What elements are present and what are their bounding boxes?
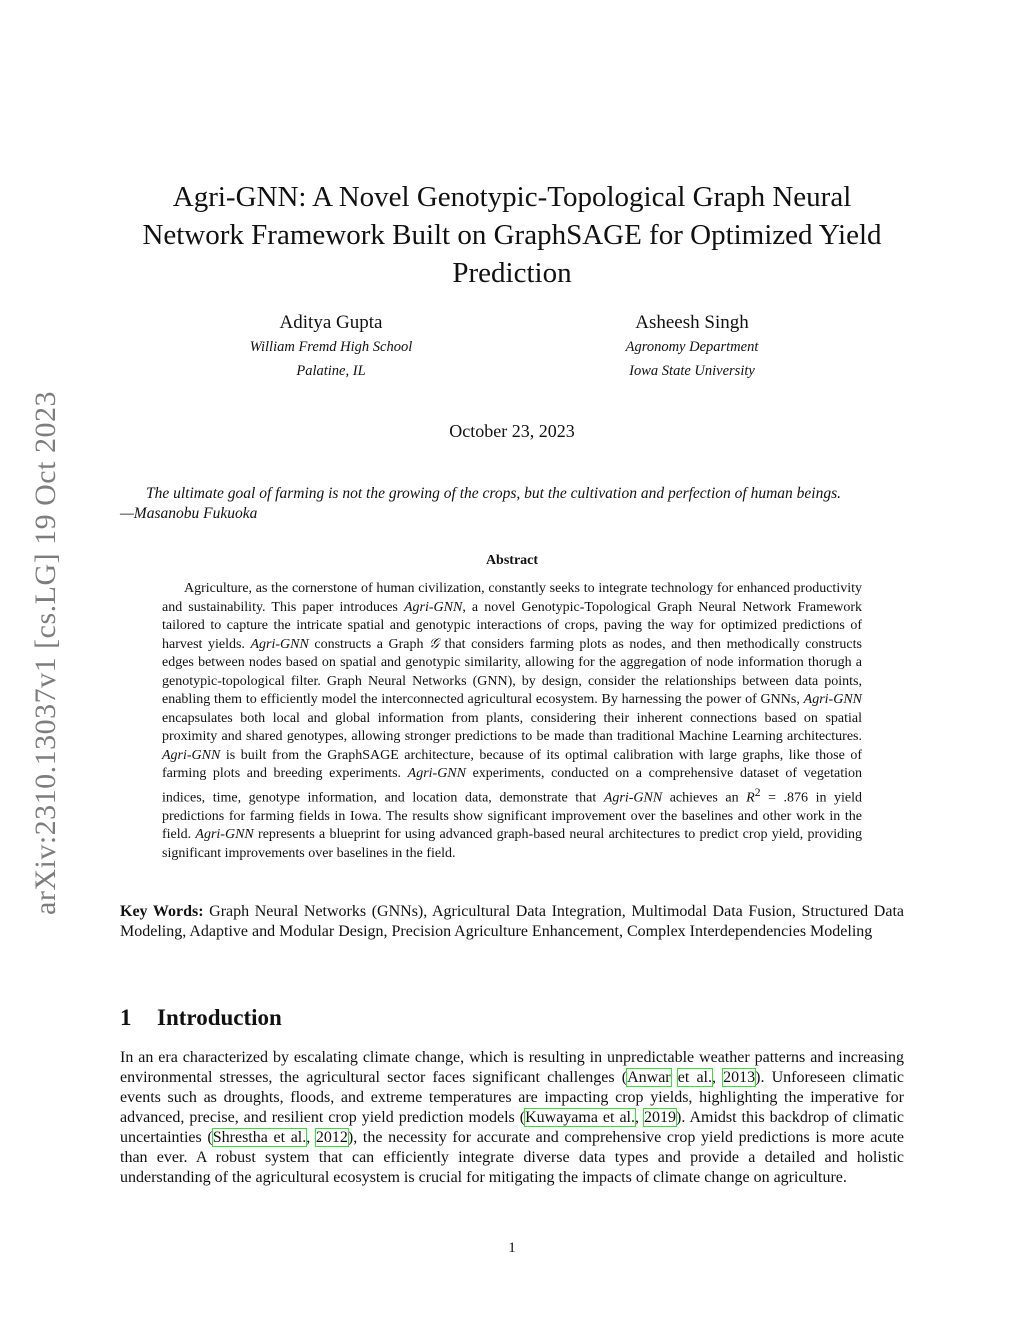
intro-text: , [635,1109,645,1126]
author-affiliation: William Fremd High School [249,339,413,355]
arxiv-stamp [22,358,70,948]
keywords [120,902,904,942]
r-squared-value: = .876 [760,790,809,806]
term-agri-gnn: Agri-GNN [162,747,221,763]
author-location: Iowa State University [629,363,755,379]
intro-paragraph [120,1048,904,1188]
r-squared-symbol: R [746,790,755,806]
keywords-text: Graph Neural Networks (GNNs), Agricultural Data Integration, Multimodal Data Fusion, Structured Data Modeling, Adaptive and Modular Design, Precision Agriculture Enhancement, Complex Interdependencies Modeling [120,903,904,940]
citation-year-link[interactable]: 2019 [644,1109,677,1126]
abstract-text: , a novel Genotypic-Topological Graph Neural Network Framework tailored to capture the intricate spatial and genotypic interactions of crops, paving the way for optimized predictions of harvest yields. [162,599,863,652]
author-name: Asheesh Singh [635,312,749,333]
abstract-text: Agriculture, as the cornerstone of human civilization, constantly seeks to integrate technology for enhanced productivity and sustainability. This paper introduces [162,581,862,615]
abstract-text: constructs a Graph [308,636,430,652]
abstract-text: is built from the GraphSAGE architecture, because of its optimal calibration with large graphs, like those of farming plots and breeding experiments. [162,747,862,781]
citation-link[interactable]: Anwar [627,1069,671,1086]
abstract-text: in yield predictions for farming fields in Iowa. The results show significant improvement over the baselines and other work in the field. [162,790,862,843]
epigraph-attribution: —Masanobu Fukuoka [120,505,258,522]
citation-link[interactable]: Kuwayama et al. [525,1109,636,1126]
author-name: Aditya Gupta [279,312,383,333]
intro-text: In an era characterized by escalating climate change, which is resulting in unpredictable weather patterns and increasing environmental stresses, the agricultural sector faces significant challenges ( [120,1049,904,1086]
page-number: 1 [508,1240,516,1256]
term-agri-gnn: Agri-GNN [195,827,254,843]
abstract-heading: Abstract [485,553,539,568]
intro-text: ). Amidst this backdrop of climatic uncertainties ( [120,1109,905,1146]
epigraph-quote: The ultimate goal of farming is not the growing of the crops, but the cultivation and perfection of human beings. [146,485,842,502]
arxiv-stamp-text: arXiv:2310.13037v1 [cs.LG] 19 Oct 2023 [29,391,62,915]
abstract-body [162,580,862,863]
section-number: 1 [120,1005,132,1030]
term-agri-gnn: Agri-GNN [603,790,663,806]
paper-date: October 23, 2023 [449,421,575,441]
intro-text: ). Unforeseen climatic events such as droughts, floods, and extreme temperatures are impacting crop yields, highlighting the imperative for advanced, precise, and resilient crop yield prediction models ( [120,1069,905,1126]
epigraph [120,484,904,524]
abstract-text: that considers farming plots as nodes, and then methodically constructs edges between nodes based on spatial and genotypic similarity, allowing for the aggregation of node information thorugh a genotypic-topological filter. Graph Neural Networks (GNN), by design, consider the relationships between data points, enabling them to efficiently model the interconnected agricultural ecosystem. By harnessing the power of GNNs, [162,636,862,707]
term-agri-gnn: Agri-GNN [407,766,466,781]
paper-title: Agri-GNN: A Novel Genotypic-Topological Graph Neural Network Framework Built on GraphSAGE for Optimized Yield Prediction [142,181,882,289]
section-heading [120,1005,282,1031]
abstract-text: represents a blueprint for using advanced graph-based neural architectures to predict crop yield, providing significant improvements over baselines in the field. [162,827,862,861]
citation-year-link[interactable]: 2013 [723,1069,756,1086]
citation-link[interactable]: Shrestha et al. [212,1129,307,1146]
term-agri-gnn: Agri-GNN [403,599,463,615]
abstract-text: experiments, conducted on a comprehensive dataset of vegetation indices, time, genotype information, and location data, demonstrate that [162,766,862,806]
r-squared-exponent: 2 [754,785,761,799]
section-title: Introduction [157,1005,282,1030]
intro-text: , [712,1069,724,1086]
term-agri-gnn: Agri-GNN [803,692,862,707]
intro-text: ), the necessity for accurate and comprehensive crop yield predictions is more acute than ever. A robust system that can efficiently integrate diverse data types and provide a detailed and holistic understanding of the agricultural ecosystem is crucial for mitigating the impacts of climate change on agriculture. [120,1129,904,1186]
graph-symbol: 𝒢 [429,636,439,652]
keywords-label: Key Words: [120,903,204,920]
author-block-1 [201,311,461,383]
intro-text: , [306,1129,316,1146]
citation-year-link[interactable]: 2012 [315,1129,348,1146]
citation-link[interactable]: et al. [677,1069,713,1086]
abstract-text: encapsulates both local and global information from plants, considering their inherent connections based on spatial proximity and shared genotypes, allowing stronger predictions to be made than traditional Machine Learning architectures. [162,710,862,744]
author-block-2 [562,311,822,383]
term-agri-gnn: Agri-GNN [250,636,309,652]
author-affiliation: Agronomy Department [625,339,759,355]
author-location: Palatine, IL [296,363,366,379]
abstract-text: achieves an [662,790,747,806]
